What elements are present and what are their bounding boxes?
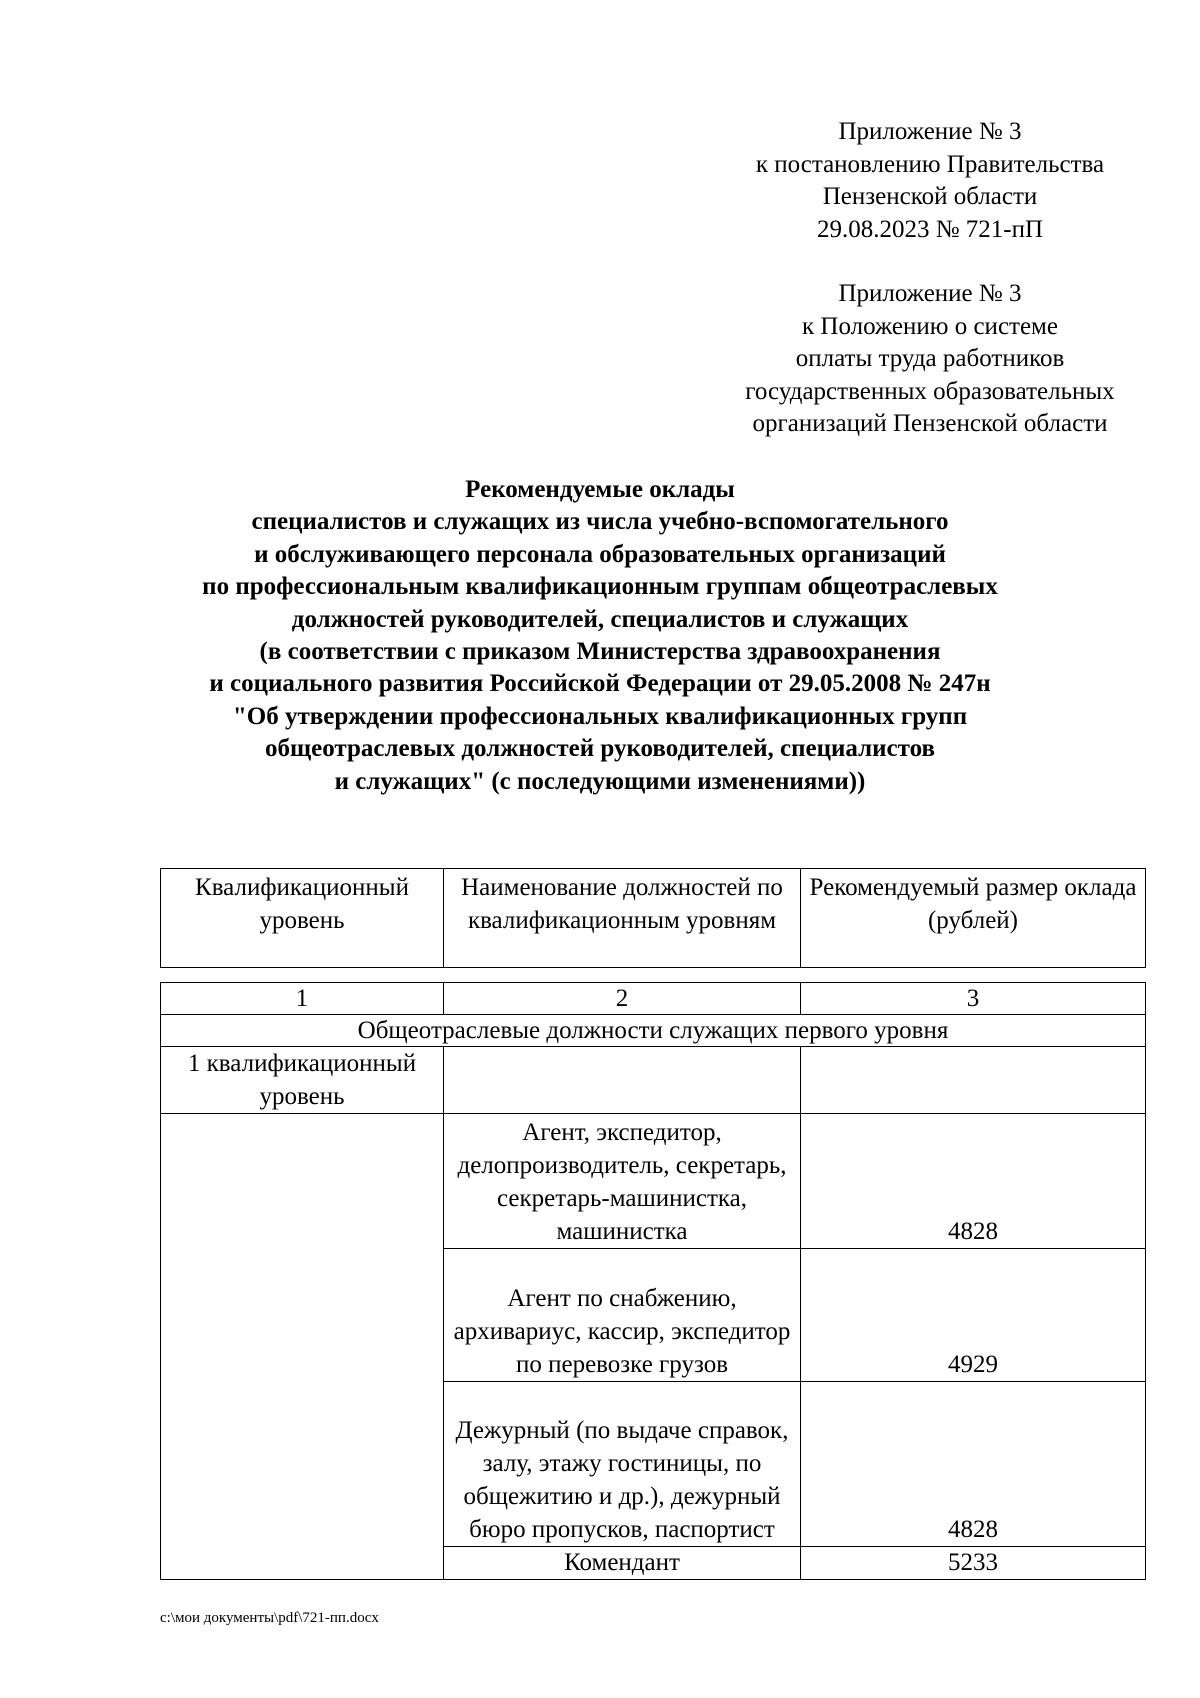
salary-table-header [160,868,1146,968]
title-line: специалистов и служащих из числа учебно-вспомогательного [251,508,949,536]
position-name: Дежурный (по выдаче справок, залу, этажу гостиницы, по общежитию и др.), дежурный бюро пропусков, паспортист [444,1382,801,1547]
column-number: 1 [161,983,444,1015]
header-recommended-salary: Рекомендуемый размер оклада (рублей) [801,869,1146,968]
document-title [0,474,1200,798]
salary-value: 4929 [801,1249,1146,1382]
header-row [161,869,1146,968]
section-row [161,1015,1146,1047]
appendix-block-regulation [690,278,1170,441]
appendix-reference: оплаты труда работников [795,345,1065,372]
salary-table-body [160,982,1146,1580]
salary-value: 4828 [801,1114,1146,1249]
title-line: общеотраслевых должностей руководителей, специалистов [265,735,935,763]
appendix-title: Приложение № 3 [838,118,1022,145]
salary-value: 4828 [801,1382,1146,1547]
empty-cell [161,1114,444,1580]
title-line: и служащих" (с последующими изменениями)) [334,767,866,795]
title-line: и социального развития Российской Федерации от 29.05.2008 № 247н [209,670,991,698]
footer-file-path: c:\мои документы\pdf\721-пп.docx [160,1610,379,1626]
appendix-block-government-decree [690,116,1170,246]
column-number-row [161,983,1146,1015]
appendix-date-number: 29.08.2023 № 721-пП [816,215,1044,243]
appendix-reference: к Положению о системе [802,312,1058,340]
empty-cell [801,1047,1146,1114]
empty-cell [444,1047,801,1114]
table-row [161,1114,1146,1249]
title-line: (в соответствии с приказом Министерства здравоохранения [259,638,941,666]
header-qualification-level: Квалификационный уровень [161,869,444,968]
section-title: Общеотраслевые должности служащих первого уровня [161,1015,1146,1047]
position-name: Агент, экспедитор, делопроизводитель, секретарь, секретарь-машинистка, машинистка [444,1114,801,1249]
qualification-level-row [161,1047,1146,1114]
appendix-reference: к постановлению Правительства [755,150,1105,178]
position-name: Комендант [444,1547,801,1580]
title-line: Рекомендуемые оклады [465,476,735,503]
position-name: Агент по снабжению, архивариус, кассир, экспедитор по перевозке грузов [444,1249,801,1382]
title-line: должностей руководителей, специалистов и служащих [291,605,909,633]
title-line: и обслуживающего персонала образовательных организаций [254,540,946,568]
title-line: по профессиональным квалификационным группам общеотраслевых [202,573,998,601]
title-line: "Об утверждении профессиональных квалификационных групп [232,702,968,730]
column-number: 2 [444,983,801,1015]
header-position-names: Наименование должностей по квалификационным уровням [444,869,801,968]
appendix-reference: государственных образовательных [745,377,1115,405]
column-number: 3 [801,983,1146,1015]
appendix-title: Приложение № 3 [838,280,1022,307]
qualification-level-label: 1 квалификационный уровень [161,1047,444,1114]
appendix-reference: организаций Пензенской области [752,410,1108,437]
salary-value: 5233 [801,1547,1146,1580]
appendix-region: Пензенской области [822,183,1038,210]
